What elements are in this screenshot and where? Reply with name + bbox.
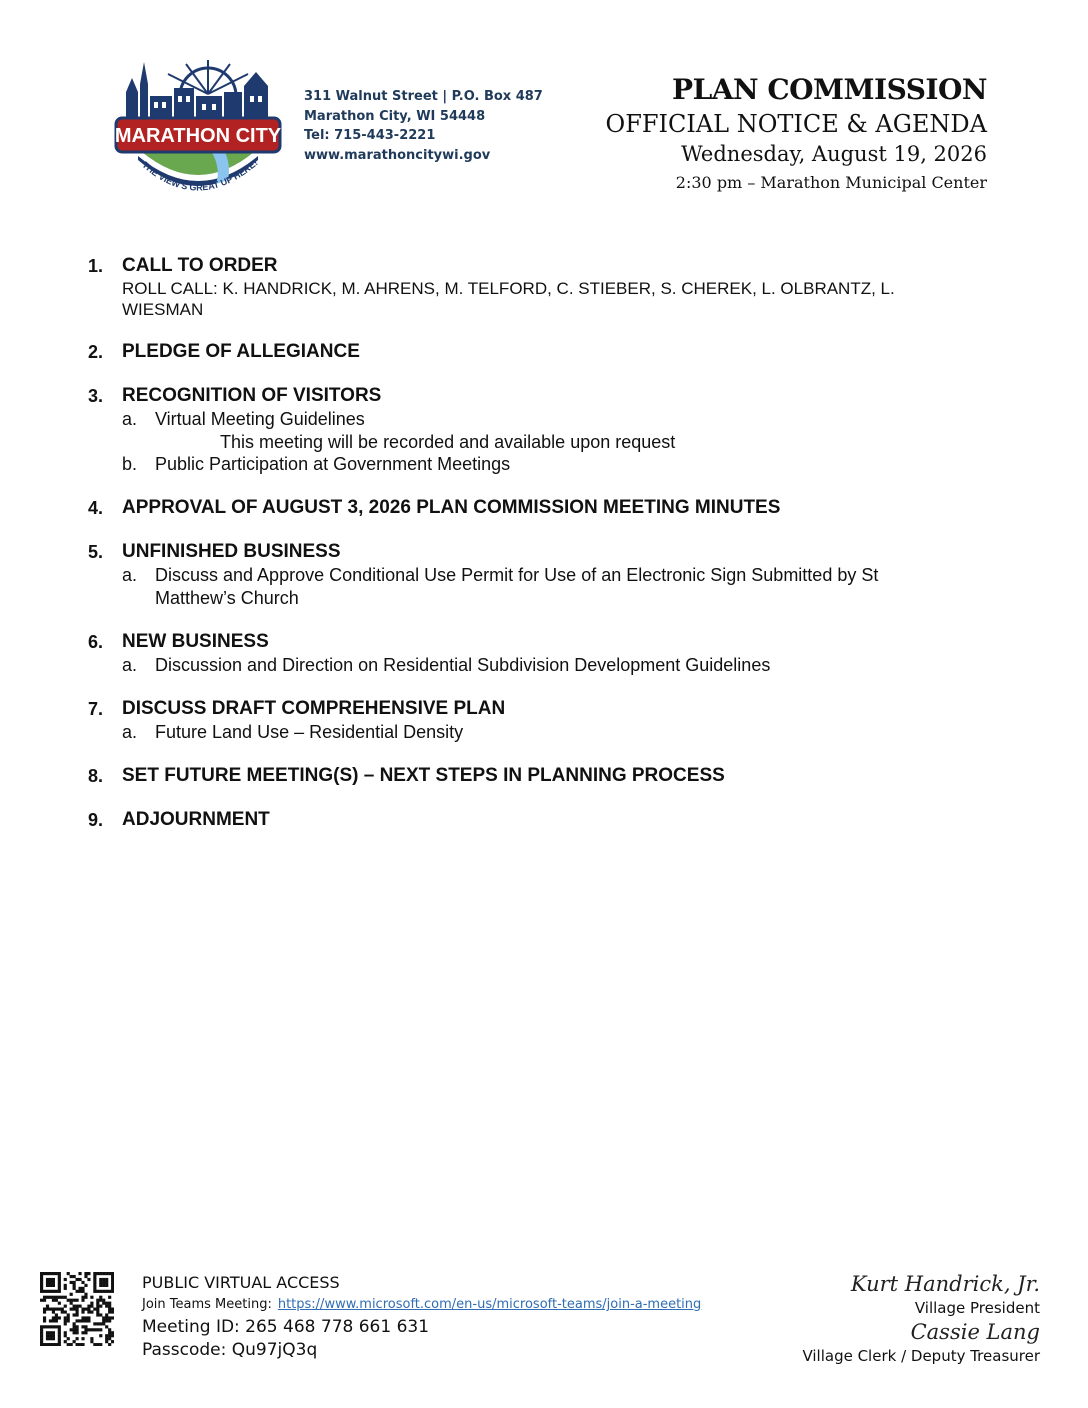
agenda-number: 2. — [88, 342, 104, 362]
roll-call: ROLL CALL: K. HANDRICK, M. AHRENS, M. TELFORD, C. STIEBER, S. CHEREK, L. OLBRANTZ, L. WIESMAN — [122, 279, 895, 319]
teams-join-link[interactable]: https://www.microsoft.com/en-us/microsoft-teams/join-a-meeting — [277, 1297, 702, 1312]
role-president: Village President — [914, 1299, 1040, 1317]
subitem-text: Future Land Use – Residential Density — [155, 722, 464, 742]
address-block — [304, 87, 543, 165]
agenda-title: PLEDGE OF ALLEGIANCE — [122, 341, 360, 362]
agenda-title: UNFINISHED BUSINESS — [122, 541, 341, 562]
subitem-letter: a. — [122, 722, 138, 742]
meeting-id: Meeting ID: 265 468 778 661 631 — [142, 1317, 430, 1337]
address-city: Marathon City, WI 54448 — [304, 108, 486, 124]
subitem-text: Discuss and Approve Conditional Use Permit for Use of an Electronic Sign Submitted by St Matthew’s Church — [155, 565, 879, 608]
logo-text: MARATHON CITY — [114, 125, 282, 147]
subitem-text: Public Participation at Government Meetings — [155, 454, 511, 474]
marathon-city-logo — [112, 56, 284, 208]
agenda-number: 7. — [88, 699, 104, 719]
agenda-item-5 — [88, 540, 968, 610]
qr-code — [40, 1272, 114, 1346]
agenda-number: 5. — [88, 542, 104, 562]
subitem-text: Virtual Meeting Guidelines — [155, 409, 365, 429]
agenda-item-1 — [88, 254, 968, 320]
agenda-list — [88, 254, 968, 852]
agenda-subitem — [122, 564, 968, 610]
logo-tagline: THE VIEW'S GREAT UP HERE! — [140, 157, 260, 193]
agenda-number: 8. — [88, 766, 104, 786]
agenda-title: NEW BUSINESS — [122, 631, 269, 652]
subitem-letter: a. — [122, 655, 138, 675]
meeting-time-location: 2:30 pm – Marathon Municipal Center — [675, 173, 987, 192]
agenda-item-4 — [88, 496, 968, 520]
signature-clerk: Cassie Lang — [910, 1320, 1040, 1344]
agenda-item-9 — [88, 808, 968, 832]
agenda-subitem — [122, 721, 968, 744]
subitem-letter: a. — [122, 409, 138, 429]
address-phone: Tel: 715-443-2221 — [304, 128, 436, 143]
subitem-text: Discussion and Direction on Residential Subdivision Development Guidelines — [155, 655, 771, 675]
address-website[interactable]: www.marathoncitywi.gov — [304, 147, 491, 163]
agenda-number: 6. — [88, 632, 104, 652]
signature-president: Kurt Handrick, Jr. — [850, 1272, 1040, 1296]
agenda-subitem — [122, 453, 968, 476]
agenda-item-7 — [88, 697, 968, 744]
meeting-passcode: Passcode: Qu97jQ3q — [142, 1340, 318, 1360]
agenda-subitem — [122, 654, 968, 677]
address-street: 311 Walnut Street | P.O. Box 487 — [304, 89, 543, 104]
agenda-item-2 — [88, 340, 968, 364]
subitem-letter: a. — [122, 565, 138, 585]
agenda-title: CALL TO ORDER — [122, 255, 278, 276]
agenda-title: ADJOURNMENT — [122, 809, 270, 830]
agenda-title: SET FUTURE MEETING(S) – NEXT STEPS IN PLANNING PROCESS — [122, 765, 725, 786]
agenda-number: 3. — [88, 386, 104, 406]
agenda-title: RECOGNITION OF VISITORS — [122, 385, 382, 406]
page-title: PLAN COMMISSION — [672, 73, 987, 106]
agenda-number: 1. — [88, 256, 104, 276]
join-label: Join Teams Meeting: — [142, 1297, 272, 1312]
join-line — [142, 1294, 701, 1316]
agenda-item-8 — [88, 764, 968, 788]
meeting-date: Wednesday, August 19, 2026 — [681, 142, 987, 166]
subitem-letter: b. — [122, 454, 138, 474]
agenda-number: 9. — [88, 810, 104, 830]
agenda-subitem — [122, 408, 968, 431]
virtual-access-block — [142, 1272, 701, 1362]
subitem-note: This meeting will be recorded and available upon request — [220, 432, 676, 452]
agenda-number: 4. — [88, 498, 104, 518]
signatures — [802, 1270, 1040, 1366]
virtual-access-title: PUBLIC VIRTUAL ACCESS — [142, 1273, 340, 1292]
page-subtitle: OFFICIAL NOTICE & AGENDA — [605, 110, 987, 138]
title-block — [606, 72, 987, 198]
agenda-item-3 — [88, 384, 968, 476]
agenda-item-6 — [88, 630, 968, 677]
role-clerk: Village Clerk / Deputy Treasurer — [802, 1347, 1040, 1365]
agenda-title: DISCUSS DRAFT COMPREHENSIVE PLAN — [122, 698, 506, 719]
agenda-title: APPROVAL OF AUGUST 3, 2026 PLAN COMMISSION MEETING MINUTES — [122, 497, 781, 518]
